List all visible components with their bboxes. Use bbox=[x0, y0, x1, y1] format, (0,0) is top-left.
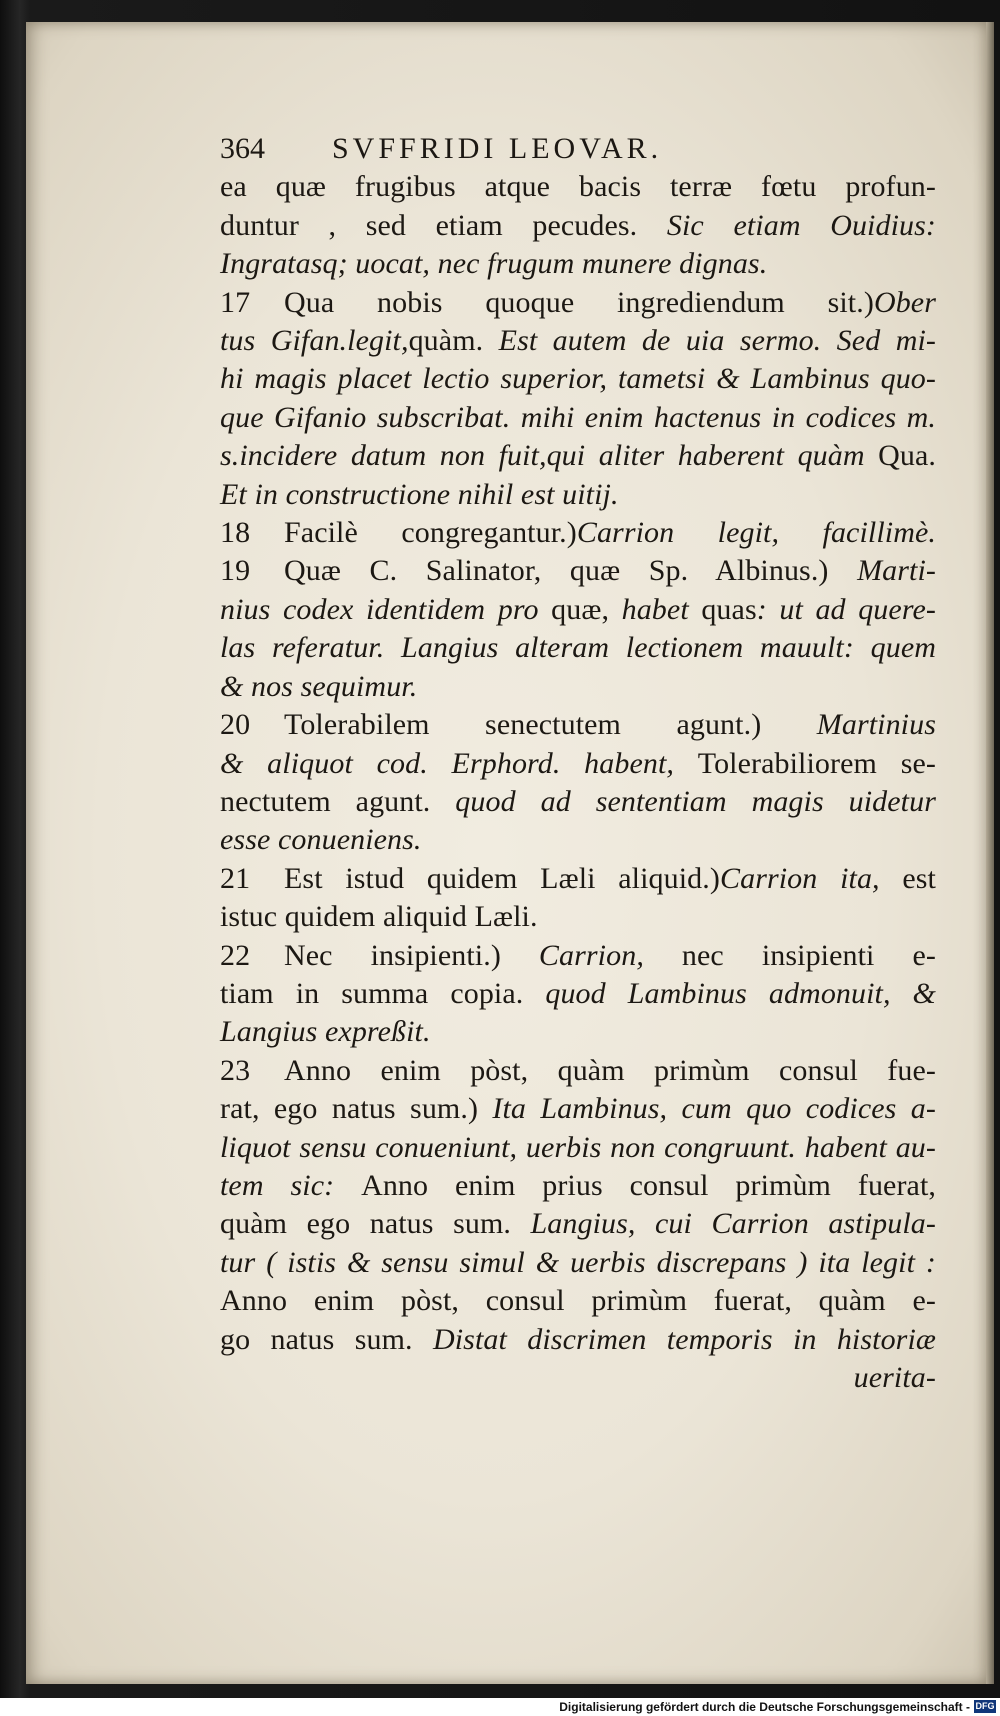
text-line bbox=[220, 437, 936, 475]
text-line bbox=[220, 399, 936, 437]
italic-text: Langius expreßit. bbox=[220, 1015, 431, 1049]
italic-text: tem sic: bbox=[220, 1168, 362, 1202]
roman-text: Quæ C. Salinator, quæ Sp. Albinus.) bbox=[284, 554, 858, 588]
text-line bbox=[220, 1359, 936, 1397]
roman-text: tiam in summa copia. bbox=[220, 976, 546, 1010]
roman-text: quàm. bbox=[408, 324, 499, 358]
italic-text: uerita- bbox=[853, 1361, 936, 1394]
note-number: 17 bbox=[220, 285, 251, 319]
italic-text: : ut ad quere- bbox=[756, 592, 936, 626]
note-number: 19 bbox=[220, 554, 251, 588]
italic-text: Carrion legit, facillimè. bbox=[576, 516, 936, 550]
note-number: 22 bbox=[220, 938, 251, 972]
roman-text: Anno enim pòst, quàm primùm consul fue- bbox=[284, 1053, 936, 1087]
italic-text: Ingratasq; uocat, nec frugum munere dignas. bbox=[220, 247, 768, 281]
roman-text: Tolerabilem senectutem agunt.) bbox=[284, 708, 817, 742]
italic-text: nius codex identidem pro bbox=[220, 592, 552, 626]
italic-text: Carrion, bbox=[538, 938, 682, 972]
roman-text: quàm ego natus sum. bbox=[220, 1207, 531, 1241]
roman-text: Facilè congregantur.) bbox=[284, 516, 577, 550]
text-line bbox=[220, 552, 936, 590]
running-head bbox=[220, 130, 936, 168]
roman-text: go natus sum. bbox=[220, 1322, 433, 1356]
text-line bbox=[220, 629, 936, 667]
text-line bbox=[220, 1013, 936, 1051]
italic-text: Ober bbox=[873, 285, 936, 319]
text-line bbox=[220, 668, 936, 706]
text-line bbox=[220, 207, 936, 245]
italic-text: & aliquot cod. Erphord. habent, bbox=[220, 746, 698, 780]
roman-text: quas bbox=[701, 592, 757, 626]
roman-text: Tolerabiliorem se- bbox=[697, 746, 936, 780]
roman-text: Qua nobis quoque ingrediendum sit.) bbox=[284, 285, 874, 319]
roman-text: ea quæ frugibus atque bacis terræ fœtu profun- bbox=[220, 170, 936, 204]
italic-text: esse conueniens. bbox=[220, 823, 422, 857]
text-line bbox=[220, 360, 936, 398]
roman-text: Qua. bbox=[878, 439, 936, 473]
italic-text: Est autem de uia sermo. Sed mi- bbox=[498, 324, 936, 358]
italic-text: tus Gifan.legit, bbox=[220, 324, 409, 358]
italic-text: Distat discrimen temporis in historiæ bbox=[432, 1322, 936, 1356]
text-line bbox=[220, 1129, 936, 1167]
italic-text: quod ad sententiam magis uidetur bbox=[455, 784, 936, 818]
roman-text: Est istud quidem Læli aliquid.) bbox=[284, 861, 720, 895]
text-line bbox=[220, 168, 936, 206]
italic-text: Et in constructione nihil est uitij. bbox=[220, 477, 619, 511]
italic-text: & nos sequimur. bbox=[220, 669, 418, 703]
roman-text: nectutem agunt. bbox=[220, 784, 456, 818]
text-line bbox=[220, 1167, 936, 1205]
note-number: 23 bbox=[220, 1053, 251, 1087]
text-line bbox=[220, 1321, 936, 1359]
roman-text: nec insipienti e- bbox=[681, 938, 936, 972]
text-line bbox=[220, 898, 936, 936]
italic-text: Carrion ita, bbox=[719, 861, 903, 895]
italic-text: Sic etiam Ouidius: bbox=[666, 208, 936, 242]
text-lines bbox=[220, 168, 936, 1397]
text-line bbox=[220, 1052, 936, 1090]
italic-text: Langius, cui Carrion astipula- bbox=[530, 1207, 936, 1241]
dfg-logo: DFG bbox=[975, 1701, 995, 1711]
roman-text: est bbox=[902, 861, 936, 895]
text-line bbox=[220, 821, 936, 859]
text-line bbox=[220, 476, 936, 514]
note-number: 20 bbox=[220, 708, 251, 742]
text-line bbox=[220, 975, 936, 1013]
text-line bbox=[220, 1090, 936, 1128]
text-line bbox=[220, 1282, 936, 1320]
text-line bbox=[220, 1244, 936, 1282]
italic-text: tur ( istis & sensu simul & uerbis discrepans ) ita legit : bbox=[220, 1245, 936, 1279]
page-edge bbox=[986, 22, 994, 1684]
footer-credit: Digitalisierung gefördert durch die Deutsche Forschungsgemeinschaft - bbox=[559, 1700, 970, 1714]
italic-text: Marti- bbox=[857, 554, 936, 588]
roman-text: Anno enim prius consul primùm fuerat, bbox=[361, 1168, 936, 1202]
text-line bbox=[220, 514, 936, 552]
text-line bbox=[220, 322, 936, 360]
italic-text: Ita Lambinus, cum quo codices a- bbox=[492, 1092, 936, 1126]
italic-text: que Gifanio subscribat. mihi enim hactenus in codices m. bbox=[220, 400, 936, 434]
roman-text: Nec insipienti.) bbox=[284, 938, 539, 972]
text-line bbox=[220, 937, 936, 975]
note-number: 21 bbox=[220, 861, 251, 895]
folio-number: 364 bbox=[220, 132, 265, 165]
italic-text: liquot sensu conueniunt, uerbis non congruunt. habent au- bbox=[220, 1130, 936, 1164]
text-line bbox=[220, 706, 936, 744]
text-line bbox=[220, 860, 936, 898]
note-number: 18 bbox=[220, 516, 251, 550]
italic-text: habet bbox=[621, 592, 702, 626]
roman-text: rat, ego natus sum.) bbox=[220, 1092, 493, 1126]
page-text bbox=[220, 130, 936, 1397]
text-line bbox=[220, 1205, 936, 1243]
text-line bbox=[220, 284, 936, 322]
italic-text: las referatur. Langius alteram lectionem mauult: quem bbox=[220, 631, 936, 665]
text-line bbox=[220, 245, 936, 283]
roman-text: duntur , sed etiam pecudes. bbox=[220, 208, 667, 242]
roman-text: Anno enim pòst, consul primùm fuerat, quàm e- bbox=[220, 1284, 936, 1318]
text-line bbox=[220, 745, 936, 783]
italic-text: quod Lambinus admonuit, & bbox=[545, 976, 936, 1010]
text-line bbox=[220, 783, 936, 821]
roman-text: quæ, bbox=[551, 592, 622, 626]
italic-text: hi magis placet lectio superior, tametsi & Lambinus quo- bbox=[220, 362, 936, 396]
running-head-title: SVFFRIDI LEOVAR. bbox=[332, 132, 663, 165]
italic-text: s.incidere datum non fuit,qui aliter haberent quàm bbox=[220, 439, 879, 473]
roman-text: istuc quidem aliquid Læli. bbox=[220, 900, 538, 934]
italic-text: Martinius bbox=[816, 708, 936, 742]
text-line bbox=[220, 591, 936, 629]
